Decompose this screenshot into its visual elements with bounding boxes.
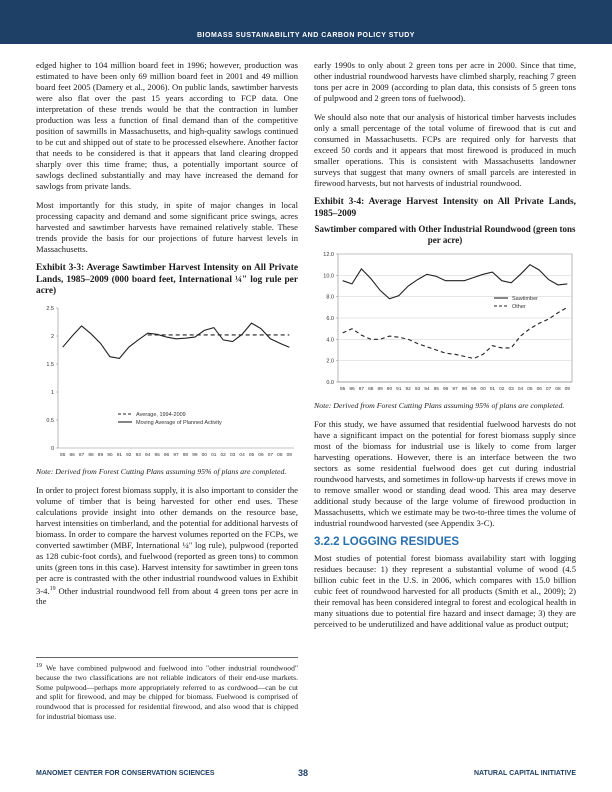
x-tick-label: 05 — [248, 452, 255, 458]
legend-label: Sawtimber — [512, 296, 538, 302]
right-column — [314, 60, 576, 638]
footer-right: NATURAL CAPITAL INITIATIVE — [473, 770, 576, 777]
footnote-ref[interactable]: 19 — [49, 585, 56, 592]
paragraph-text: In order to project forest biomass supply, it is also important to consider the volume of timber that is being harvested for other end uses. These calculations provide insight into other demands on the resource base, harvest intensities on timberland, and the potential for additional harvests of biomass. In order to compare the harvest volumes reported on the FCPs, we converted sawtimber (MBF, International ¼" log rule), pulpwood (reported as 128 cubic-foot cords), and fuelwood (reported as green tons) to common units (green tons in this case). Harvest intensity for sawtimber in green tons per acre is contrasted with the other industrial roundwood values in Exhibit 3-4. — [36, 484, 298, 596]
y-tick-label: 2.0 — [326, 358, 334, 365]
x-tick-label: 94 — [145, 452, 151, 458]
x-tick-label: 06 — [536, 387, 542, 392]
x-tick-label: 04 — [517, 387, 524, 392]
exhibit-3-4-chart-title: Sawtimber compared with Other Industrial Roundwood (green tons per acre) — [314, 224, 576, 245]
paragraph — [36, 485, 298, 608]
x-tick-label: 91 — [116, 452, 123, 458]
y-tick-label: 6.0 — [326, 316, 334, 322]
y-tick-label: 4.0 — [326, 337, 334, 344]
paragraph: Most importantly for this study, in spite of major changes in local processing capacity and demand and some significant price swings, acres harvested and sawtimber harvests have remained relatively stable. These trends provide the basis for our projections of future harvest levels in Massachusetts. — [36, 200, 298, 254]
x-tick-label: 90 — [386, 387, 393, 392]
x-tick-label: 09 — [286, 452, 292, 458]
y-tick-label: 10.0 — [323, 273, 334, 280]
x-tick-label: 00 — [480, 387, 486, 392]
y-tick-label: 0.5 — [46, 417, 54, 424]
series-line-moving-average-of-planned-activity — [63, 323, 290, 358]
x-tick-label: 98 — [182, 452, 189, 458]
series-line-other — [343, 307, 568, 358]
x-tick-label: 09 — [564, 387, 570, 392]
x-tick-label: 02 — [220, 452, 226, 458]
x-tick-label: 98 — [461, 387, 468, 392]
x-tick-label: 96 — [442, 387, 449, 392]
legend-label: Other — [512, 304, 526, 310]
footnote — [36, 657, 298, 721]
exhibit-3-3-note: Note: Derived from Forest Cutting Plans assuming 95% of plans are completed. — [36, 466, 287, 476]
x-tick-label: 99 — [192, 452, 198, 458]
x-tick-label: 87 — [78, 452, 85, 458]
footnote-number: 19 — [36, 663, 42, 669]
x-tick-label: 07 — [545, 387, 552, 392]
x-tick-label: 94 — [424, 387, 430, 392]
x-tick-label: 85 — [60, 452, 66, 458]
x-tick-label: 01 — [211, 452, 217, 458]
x-tick-label: 08 — [277, 452, 283, 458]
x-tick-label: 88 — [88, 452, 94, 458]
x-tick-label: 92 — [126, 452, 132, 458]
x-tick-label: 91 — [396, 387, 402, 392]
x-tick-label: 93 — [414, 387, 421, 392]
y-tick-label: 8.0 — [326, 294, 334, 301]
x-tick-label: 85 — [340, 387, 346, 392]
x-tick-label: 01 — [489, 387, 496, 392]
running-header: BIOMASS SUSTAINABILITY AND CARBON POLICY STUDY — [197, 32, 415, 39]
legend-label: Moving Average of Planned Activity — [136, 419, 222, 426]
x-tick-label: 93 — [135, 452, 141, 458]
paragraph: Most studies of potential forest biomass availability start with logging residues because: 1) they represent a substantial volume of wood (4.5 billion cubic feet in the U.S. in 2006, which compares with 15.0 billion cubic feet of roundwood harvested for all products (Smith et al., 2009); 2) their removal has been considered integral to forest and ecological health in many situations due to potential fire hazard and insect damage; 3) they are perceived to be underutilized and have additional value as product output; — [314, 553, 576, 629]
x-tick-label: 90 — [107, 452, 113, 458]
x-tick-label: 95 — [433, 387, 439, 392]
footer-left: MANOMET CENTER FOR CONSERVATION SCIENCES — [36, 770, 215, 777]
x-tick-label: 05 — [527, 387, 533, 392]
paragraph: We should also note that our analysis of historical timber harvests includes only a small percentage of the total volume of firewood that is cut and consumed in Massachusetts. FCPs are required only for harvests that exceed 50 cords and it appears that most firewood is produced in much smaller operations. This is consistent with Massachusetts landowner surveys that suggest that many owners of small parcels are interested in firewood harvests, but not harvests of industrial roundwood. — [314, 112, 576, 188]
page-number: 38 — [298, 768, 309, 778]
section-heading: 3.2.2 LOGGING RESIDUES — [314, 536, 460, 548]
exhibit-3-3-title: Exhibit 3-3: Average Sawtimber Harvest Intensity on All Private Lands, 1985–2009 (000 board feet, International ¼" log rule per acre) — [36, 263, 298, 296]
left-column — [36, 60, 298, 615]
x-tick-label: 00 — [201, 452, 207, 458]
paragraph: edged higher to 104 million board feet in 1996; however, production was estimated to have been only 69 million board feet in 2001 and 49 million board feet 2005 (Damery et al., 2006). On public lands, sawtimber harvests were also flat over the past 15 years according to FCP data. One interpretation of these trends would be that the contraction in lumber production was less a function of final demand than of the competitive position of sawmills in Massachusetts, and high-quality sawlogs continued to be cut and shipped out of state to be processed elsewhere. Another factor that needs to be considered is that it appears that land clearing dropped sharply over this time frame; thus, a potentially important source of sawlogs declined substantially and may have increased the demand for sawlogs from private lands. — [36, 60, 298, 191]
y-tick-label: 2.5 — [46, 305, 54, 312]
x-tick-label: 97 — [452, 387, 458, 392]
x-tick-label: 89 — [377, 387, 383, 392]
y-tick-label: 1 — [50, 389, 54, 396]
x-tick-label: 07 — [267, 452, 274, 458]
x-tick-label: 86 — [69, 452, 75, 458]
x-tick-label: 96 — [163, 452, 170, 458]
x-tick-label: 88 — [368, 387, 374, 392]
x-tick-label: 06 — [258, 452, 264, 458]
y-tick-label: 0 — [50, 445, 54, 452]
x-tick-label: 03 — [229, 452, 236, 458]
footnote-text: We have combined pulpwood and fuelwood into "other industrial roundwood" because the two classifications are not reliable indicators of their end-use markets. Some pulpwood—perhaps more appropriately referred to as cordwood—can be cut and split for firewood, and may be chipped for biomass. Fuelwood is comprised of roundwood that is processed for residential firewood, and also wood that is chipped for industrial biomass use. — [36, 663, 298, 721]
x-tick-label: 97 — [173, 452, 179, 458]
x-tick-label: 99 — [471, 387, 477, 392]
paragraph: For this study, we have assumed that residential fuelwood harvests do not have a significant impact on the potential for forest biomass supply since most of the biomass for industrial use is likely to come from larger harvesting operations. However, there is an interface between the two sectors as some residential fuelwood does get cut during industrial roundwood harvests, and sometimes in follow-up harvests if crews move in to remove smaller wood or standing dead wood. This area may deserve additional study because of the large volume of firewood production in Massachusetts, which we estimate may be two-to-three times the volume of industrial roundwood harvested (see Appendix 3-C). — [314, 419, 576, 528]
y-tick-label: 1.5 — [46, 361, 54, 368]
series-line-sawtimber — [343, 265, 568, 299]
x-tick-label: 02 — [499, 387, 505, 392]
x-tick-label: 03 — [508, 387, 514, 392]
legend-label: Average, 1994-2009 — [136, 411, 186, 418]
y-tick-label: 2 — [50, 333, 54, 340]
x-tick-label: 89 — [97, 452, 104, 458]
paragraph-text: Other industrial roundwood fell from about 4 green tons per acre in the — [36, 585, 298, 607]
y-tick-label: 0.0 — [326, 380, 334, 386]
x-tick-label: 87 — [358, 387, 365, 392]
exhibit-3-3-chart — [36, 302, 298, 464]
x-tick-label: 04 — [239, 452, 245, 458]
exhibit-3-4-chart — [314, 248, 576, 398]
x-tick-label: 95 — [154, 452, 160, 458]
exhibit-3-4-note: Note: Derived from Forest Cutting Plans assuming 95% of plans are completed. — [314, 401, 565, 410]
exhibit-3-4-title: Exhibit 3-4: Average Harvest Intensity on All Private Lands, 1985–2009 — [314, 197, 576, 219]
x-tick-label: 08 — [555, 387, 561, 392]
paragraph: early 1990s to only about 2 green tons per acre in 2000. Since that time, other industrial roundwood harvests have climbed sharply, reaching 7 green tons per acre in 2009 (according to plan data, this consists of 5 green tons of pulpwood and 2 green tons of fuelwood). — [314, 60, 576, 103]
y-tick-label: 12.0 — [323, 252, 334, 258]
x-tick-label: 92 — [405, 387, 411, 392]
x-tick-label: 86 — [349, 387, 355, 392]
